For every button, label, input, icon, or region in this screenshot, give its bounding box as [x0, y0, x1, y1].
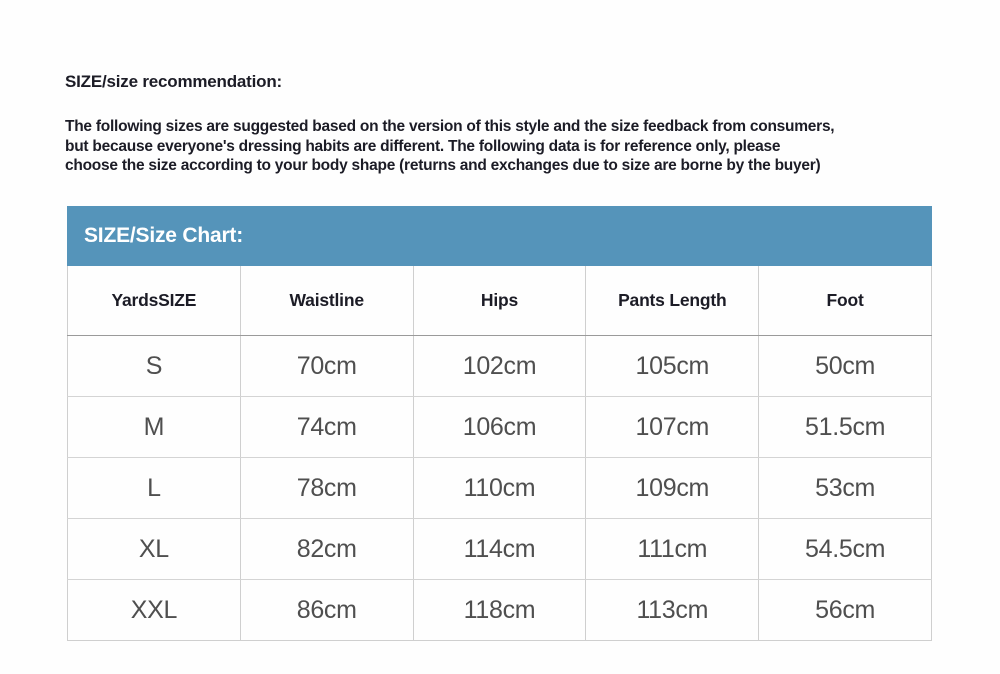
cell-pants-length: 105cm — [586, 336, 759, 397]
cell-hips: 106cm — [413, 397, 586, 458]
column-header-pants-length: Pants Length — [586, 266, 759, 336]
cell-size: S — [68, 336, 241, 397]
cell-foot: 53cm — [759, 458, 932, 519]
recommendation-section — [0, 0, 1000, 176]
paragraph-line: choose the size according to your body shape (returns and exchanges due to size are borne by the buyer) — [65, 157, 821, 174]
cell-waistline: 86cm — [240, 580, 413, 641]
cell-foot: 51.5cm — [759, 397, 932, 458]
size-chart-title-bar — [67, 206, 932, 266]
table-row-l — [68, 458, 932, 519]
cell-foot: 54.5cm — [759, 519, 932, 580]
cell-waistline: 82cm — [240, 519, 413, 580]
cell-size: XXL — [68, 580, 241, 641]
cell-hips: 114cm — [413, 519, 586, 580]
cell-hips: 102cm — [413, 336, 586, 397]
column-header-foot: Foot — [759, 266, 932, 336]
size-chart-table-body — [68, 336, 932, 641]
recommendation-heading: SIZE/size recommendation: — [65, 72, 282, 91]
column-header-hips: Hips — [413, 266, 586, 336]
cell-hips: 110cm — [413, 458, 586, 519]
size-chart-table-header — [68, 266, 932, 336]
cell-size: M — [68, 397, 241, 458]
cell-pants-length: 113cm — [586, 580, 759, 641]
size-chart-title: SIZE/Size Chart: — [84, 223, 243, 247]
table-row-s — [68, 336, 932, 397]
cell-pants-length: 109cm — [586, 458, 759, 519]
table-row-xxl — [68, 580, 932, 641]
cell-waistline: 70cm — [240, 336, 413, 397]
header-row — [68, 266, 932, 336]
cell-pants-length: 111cm — [586, 519, 759, 580]
cell-waistline: 78cm — [240, 458, 413, 519]
cell-foot: 50cm — [759, 336, 932, 397]
size-chart-table — [67, 266, 932, 642]
table-row-xl — [68, 519, 932, 580]
column-header-waistline: Waistline — [240, 266, 413, 336]
table-row-m — [68, 397, 932, 458]
paragraph-line: but because everyone's dressing habits are different. The following data is for reference only, please — [65, 137, 781, 155]
cell-waistline: 74cm — [240, 397, 413, 458]
cell-size: L — [68, 458, 241, 519]
column-header-yards-size: YardsSIZE — [68, 266, 241, 336]
cell-hips: 118cm — [413, 580, 586, 641]
cell-pants-length: 107cm — [586, 397, 759, 458]
cell-size: XL — [68, 519, 241, 580]
paragraph-line: The following sizes are suggested based on the version of this style and the size feedback from consumers, — [65, 118, 835, 135]
cell-foot: 56cm — [759, 580, 932, 641]
recommendation-paragraph — [65, 117, 938, 176]
